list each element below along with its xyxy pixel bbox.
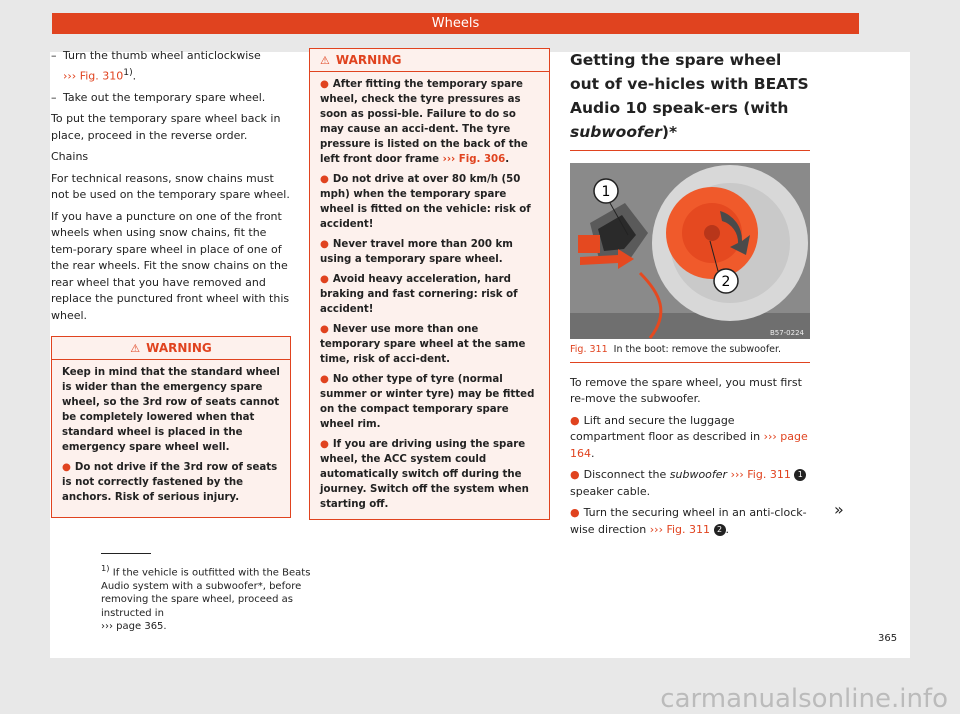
warning-triangle-icon: ⚠ <box>320 54 330 67</box>
warning-header: ⚠ WARNING <box>52 337 290 360</box>
callout-1: 1 <box>601 184 611 200</box>
bullet-icon: ● <box>320 439 329 450</box>
warning-item: ● Avoid heavy acceleration, hard braking and fast cornering: risk of accident! <box>320 274 518 315</box>
warning-item: ● Never travel more than 200 km using a temporary spare wheel. <box>320 239 513 265</box>
bullet-icon: ● <box>570 468 580 481</box>
bullet-icon: ● <box>62 462 71 474</box>
fig-link[interactable]: ››› Fig. 311 <box>649 522 711 536</box>
page-link[interactable]: ››› page 164 <box>570 430 808 460</box>
figure-caption: Fig. 311 In the boot: remove the subwoofer. <box>570 342 810 363</box>
step-item: – Take out the temporary spare wheel. <box>51 90 291 107</box>
callout-badge: 2 <box>714 524 726 536</box>
figure-subwoofer <box>570 163 810 339</box>
column-3 <box>570 48 810 543</box>
callout-2: 2 <box>721 274 731 290</box>
subheading-chains: Chains <box>51 150 89 164</box>
figure-code: B57-0224 <box>769 329 804 337</box>
fig-link[interactable]: ››› Fig. 310 <box>63 69 124 83</box>
fig-link[interactable]: ››› Fig. 311 <box>730 468 791 481</box>
bullet-icon: ● <box>570 413 580 427</box>
warning-box <box>51 336 291 518</box>
warning-text: Keep in mind that the standard wheel is wider than the emergency spare wheel, so the 3rd row of seats cannot be completely lowered when that standard wheel is placed in the emergency spare wheel well. <box>62 367 280 454</box>
warning-item: ● After fitting the temporary spare wheel, check the tyre pressures as soon as possi-ble. Failure to do so may cause an acci-dent. The tyre pressure is listed on the back of the left front door frame ››› Fig. 306. <box>320 79 528 165</box>
footnote-divider <box>101 553 151 554</box>
column-2 <box>309 48 550 520</box>
section-header: Wheels <box>52 13 859 34</box>
bullet-icon: ● <box>320 174 329 185</box>
subwoofer-illustration <box>570 163 810 339</box>
bullet-icon: ● <box>320 239 329 250</box>
step-item: – Turn the thumb wheel anticlockwise ››› Fig. 310$^{1)}$. <box>51 48 291 85</box>
paragraph: For technical reasons, snow chains must not be used on the temporary spare wheel. <box>51 171 290 202</box>
paragraph: If you have a puncture on one of the front wheels when using snow chains, fit the tem-porary spare wheel in place of one of the rear wheels. Fit the snow chains on the rear wheel that you have removed and replace the punctured front wheel with this wheel. <box>51 209 290 322</box>
warning-item: ● Do not drive at over 80 km/h (50 mph) when the temporary spare wheel is fitted on the vehicle: risk of accident! <box>320 174 531 230</box>
warning-item: ● No other type of tyre (normal summer or winter tyre) may be fitted on the compact temporary spare wheel rim. <box>320 374 535 430</box>
warning-item: ● If you are driving using the spare wheel, the ACC system could automatically switch off during the journey. Switch off the system when starting off. <box>320 439 529 510</box>
paragraph: To put the temporary spare wheel back in place, proceed in the reverse order. <box>51 112 281 142</box>
bullet-item: ● Turn the securing wheel in an anti-clock-wise direction ››› Fig. 311 2 . <box>570 506 807 536</box>
page-number: 365 <box>878 633 898 644</box>
warning-header: ⚠ WARNING <box>310 49 549 72</box>
bullet-item: ● Disconnect the subwoofer ››› Fig. 311 1 speaker cable. <box>570 467 810 500</box>
page-link[interactable]: ››› page 365 <box>101 621 164 633</box>
bullet-item: ● Lift and secure the luggage compartment floor as described in ››› page 164. <box>570 413 808 460</box>
warning-item: ● Do not drive if the 3rd row of seats is not correctly fastened by the anchors. Risk of serious injury. <box>62 462 278 504</box>
bullet-icon: ● <box>320 274 329 285</box>
bullet-icon: ● <box>320 374 329 385</box>
fig-link[interactable]: ››› Fig. 306 <box>442 154 506 165</box>
warning-item: ● Never use more than one temporary spare wheel at the same time, risk of acci-dent. <box>320 324 526 365</box>
paragraph: To remove the spare wheel, you must first re-move the subwoofer. <box>570 375 802 405</box>
bullet-icon: ● <box>320 79 329 90</box>
warning-box <box>309 48 550 520</box>
bullet-icon: ● <box>570 506 580 519</box>
watermark: carmanualsonline.info <box>660 684 948 714</box>
section-title: Getting the spare wheel out of ve-hicles with BEATS Audio 10 speak-ers (with subwoofer)* <box>570 48 810 151</box>
column-1 <box>51 48 291 518</box>
warning-triangle-icon: ⚠ <box>130 342 141 356</box>
continue-mark: » <box>834 500 844 519</box>
callout-badge: 1 <box>794 469 806 481</box>
bullet-icon: ● <box>320 324 329 335</box>
footnote: $^{1)}$ If the vehicle is outfitted with the Beats Audio system with a subwoofer*, before removing the spare wheel, proceed as instructed in ››› page 365. <box>101 553 341 634</box>
